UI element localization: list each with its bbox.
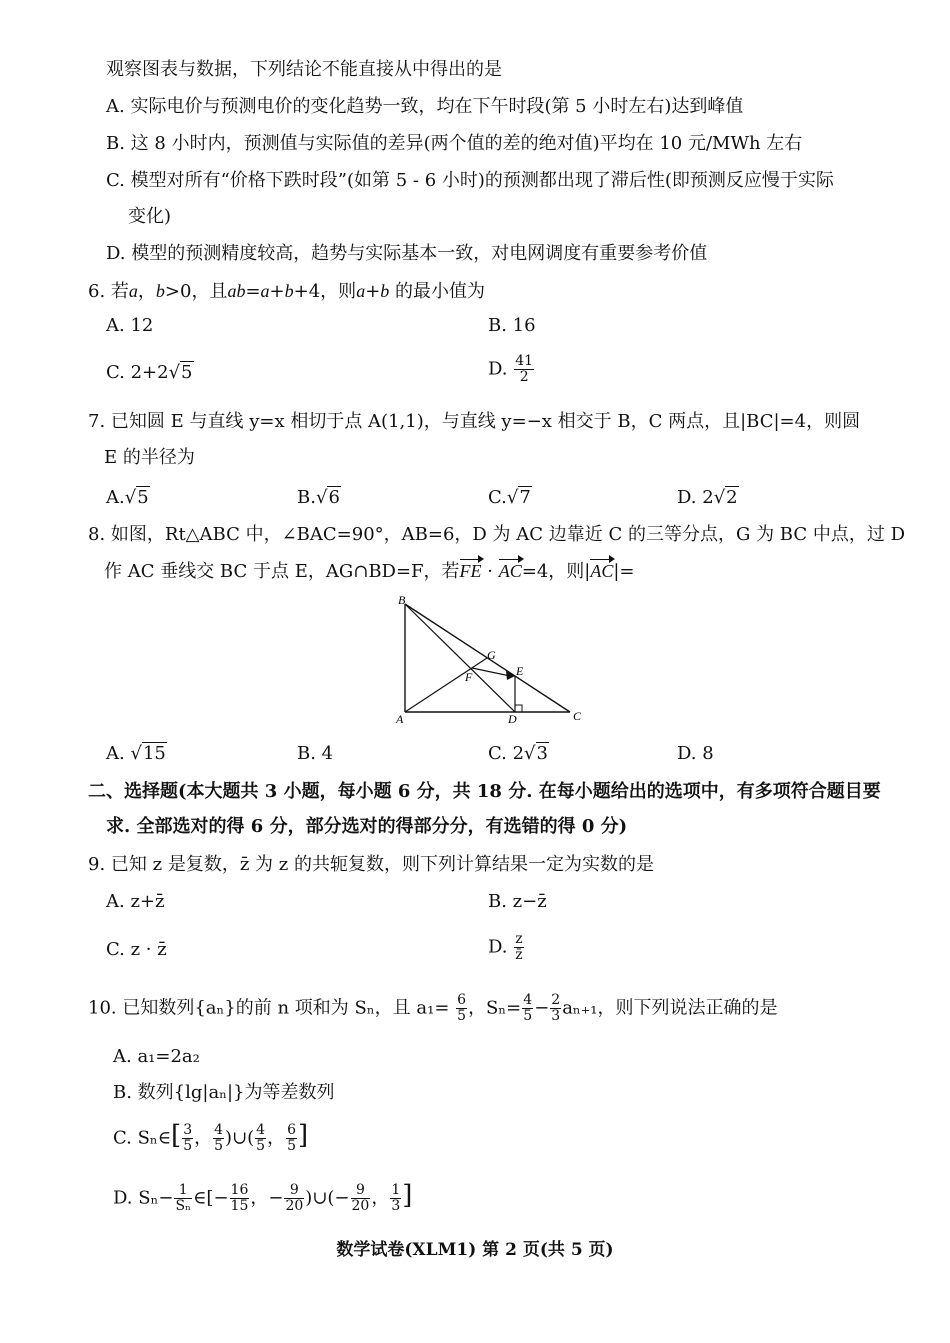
q8-option-c: C. 2√3 (488, 743, 548, 764)
q7-stem-line1: 7. 已知圆 E 与直线 y=x 相切于点 A(1,1)，与直线 y=−x 相交于 B，C 两点，且|BC|=4，则圆 (88, 411, 861, 432)
q8-triangle-figure (390, 592, 590, 724)
label-c: C (573, 709, 582, 723)
q9-option-b: B. z−z̄ (488, 891, 547, 912)
q5-option-a: A. 实际电价与预测电价的变化趋势一致，均在下午时段(第 5 小时左右)达到峰值 (106, 96, 744, 117)
q7-option-d: D. 2√2 (677, 487, 738, 508)
q10-option-b: B. 数列{lg|aₙ|}为等差数列 (113, 1082, 335, 1103)
segment-ag (405, 658, 487, 712)
q6-option-a: A. 12 (106, 315, 154, 336)
q8-stem-line2: 作 AC 垂线交 BC 于点 E，AG∩BD=F，若FE · AC=4，则|AC|= (104, 561, 635, 582)
page-footer: 数学试卷(XLM1) 第 2 页(共 5 页) (336, 1240, 614, 1260)
label-b: B (398, 593, 406, 607)
q9-option-a: A. z+z̄ (106, 891, 165, 912)
q10-option-d: D. Sₙ− $\frac{1}{\text{Sₙ}}$ ∈[− $\frac{16}{15}$ ，− $\frac{9}{20}$ )∪(− $\frac{9}{20}$ ， $\frac{1}{3}$ ] (113, 1180, 413, 1214)
section2-heading-line1: 二、选择题(本大题共 3 小题，每小题 6 分，共 18 分. 在每小题给出的选项中，有多项符合题目要 (88, 781, 881, 802)
q6-option-b: B. 16 (488, 315, 536, 336)
q6-option-c: C. 2+2√5 (106, 362, 193, 383)
q9-option-c: C. z · z̄ (106, 939, 167, 960)
q10-stem: 10. 已知数列{aₙ}的前 n 项和为 Sₙ，且 a₁= $\frac{6}{5}$ ，Sₙ= $\frac{4}{5}$ − $\frac{2}{3}$ aₙ₊₁，则下列说法正确的是 (88, 992, 778, 1024)
label-e: E (516, 664, 524, 678)
q5-stem: 观察图表与数据，下列结论不能直接从中得出的是 (106, 59, 502, 80)
q9-stem: 9. 已知 z 是复数，z̄ 为 z 的共轭复数，则下列计算结果一定为实数的是 (88, 854, 654, 875)
q5-option-b: B. 这 8 小时内，预测值与实际值的差异(两个值的差的绝对值)平均在 10 元/MWh 左右 (106, 133, 803, 154)
label-g: G (487, 648, 496, 662)
q7-option-c: C.√7 (488, 487, 531, 508)
q6-stem: 6. 若a，b>0，且ab=a+b+4，则a+b 的最小值为 (88, 281, 486, 302)
q8-stem-line1: 8. 如图，Rt△ABC 中，∠BAC=90°，AB=6，D 为 AC 边靠近 C 的三等分点，G 为 BC 中点，过 D (88, 524, 906, 545)
q8-option-b: B. 4 (297, 743, 334, 764)
q7-stem-line2: E 的半径为 (104, 447, 195, 468)
q5-option-c-line1: C. 模型对所有“价格下跌时段”(如第 5 - 6 小时)的预测都出现了滞后性(即预测反应慢于实际 (106, 170, 834, 191)
label-a: A (396, 712, 404, 724)
q7-option-a: A.√5 (106, 487, 149, 508)
section2-heading-line2: 求. 全部选对的得 6 分，部分选对的得部分分，有选错的得 0 分) (106, 816, 628, 837)
q7-option-b: B.√6 (297, 487, 340, 508)
q10-option-a: A. a₁=2a₂ (113, 1046, 200, 1067)
q8-option-a: A. √15 (106, 743, 166, 764)
q9-option-d: D. $\frac{z}{z̄}$ (488, 931, 523, 963)
segment-bd (405, 604, 515, 712)
q8-option-d: D. 8 (677, 743, 714, 764)
label-d: D (508, 712, 517, 724)
q5-option-d: D. 模型的预测精度较高，趋势与实际基本一致，对电网调度有重要参考价值 (106, 243, 708, 264)
right-angle-mark (515, 705, 522, 712)
q5-option-c-line2: 变化) (128, 206, 172, 227)
q10-option-c: C. Sₙ∈[ $\frac{3}{5}$ ， $\frac{4}{5}$ )∪( $\frac{4}{5}$ ， $\frac{6}{5}$ ] (113, 1120, 309, 1154)
label-f: F (465, 670, 473, 684)
q6-option-d: D. $\frac{41}{2}$ (488, 353, 534, 385)
